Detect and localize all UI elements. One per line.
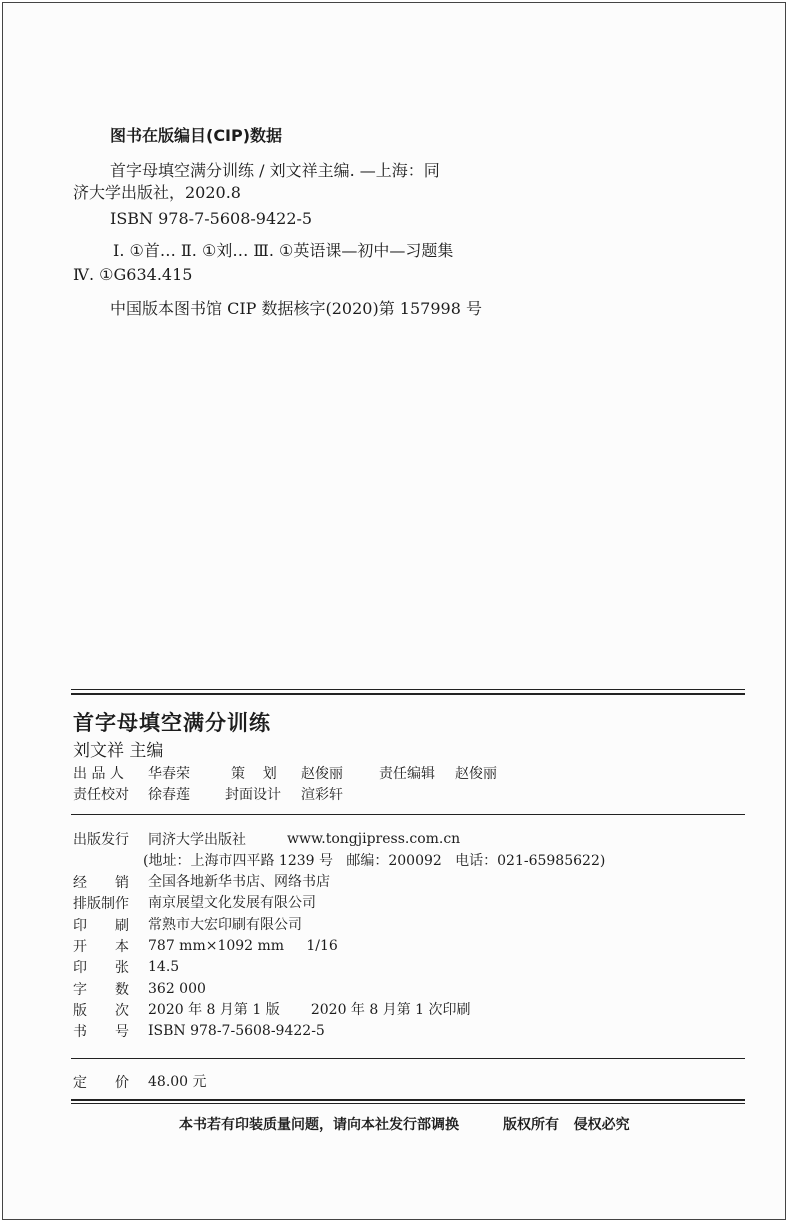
copyright-page <box>2 2 786 1220</box>
publishing-row-label: 字数 <box>73 982 129 998</box>
price-value: 48.00 元 <box>148 1074 207 1090</box>
planner-name: 赵俊丽 <box>301 766 343 782</box>
cip-line-5: Ⅳ. ①G634.415 <box>73 265 193 284</box>
publishing-row-label: 经销 <box>73 875 129 891</box>
editor-name: 赵俊丽 <box>455 766 497 782</box>
cip-line-4: Ⅰ. ①首… Ⅱ. ①刘… Ⅲ. ①英语课—初中—习题集 <box>113 241 454 260</box>
publishing-row-value: 14.5 <box>148 959 180 975</box>
publishing-row-value: 787 mm×1092 mm 1/16 <box>148 938 338 954</box>
divider-bottom-2 <box>71 1103 745 1104</box>
publishing-row-label: 版次 <box>73 1003 129 1019</box>
divider-top-1 <box>71 689 745 690</box>
editor-label: 责任编辑 <box>379 766 435 782</box>
publishing-row-label: 印张 <box>73 960 129 976</box>
publishing-row-value: 全国各地新华书店、网络书店 <box>148 874 330 890</box>
quality-notice: 本书若有印装质量问题，请向本社发行部调换 <box>179 1117 459 1133</box>
publishing-row-value: 南京展望文化发展有限公司 <box>148 895 316 911</box>
divider-mid <box>71 814 745 815</box>
cover-name: 渲彩轩 <box>301 787 343 803</box>
divider-bottom-1 <box>71 1099 745 1101</box>
divider-price <box>71 1058 745 1059</box>
cip-heading: 图书在版编目(CIP)数据 <box>110 126 283 145</box>
publishing-row-label: 开本 <box>73 939 129 955</box>
cover-label: 封面设计 <box>225 787 281 803</box>
publisher-website: www.tongjipress.com.cn <box>287 831 461 847</box>
publishing-row-value: 362 000 <box>148 981 206 997</box>
publishing-row-value: 2020 年 8 月第 1 版 2020 年 8 月第 1 次印刷 <box>148 1002 471 1018</box>
producer-label: 出 品 人 <box>73 766 124 782</box>
publisher-name: 同济大学出版社 <box>148 832 246 848</box>
book-title: 首字母填空满分训练 <box>73 711 271 735</box>
proof-label: 责任校对 <box>73 787 129 803</box>
planner-label: 策 划 <box>231 766 277 782</box>
cip-line-2: 济大学出版社，2020.8 <box>73 183 241 202</box>
publishing-row-label: 排版制作 <box>73 896 129 912</box>
cip-line-1: 首字母填空满分训练 / 刘文祥主编. —上海：同 <box>110 161 440 180</box>
publishing-row-value: ISBN 978-7-5608-9422-5 <box>148 1023 325 1039</box>
price-label: 定价 <box>73 1075 129 1091</box>
book-editor: 刘文祥 主编 <box>73 741 164 761</box>
publisher-address: (地址：上海市四平路 1239 号 邮编：200092 电话：021-65985622) <box>143 853 606 869</box>
publisher-label: 出版发行 <box>73 832 129 848</box>
rights-notice: 版权所有 侵权必究 <box>503 1117 630 1133</box>
producer-name: 华春荣 <box>148 766 190 782</box>
cip-number: 中国版本图书馆 CIP 数据核字(2020)第 157998 号 <box>110 299 482 318</box>
publishing-row-label: 印刷 <box>73 918 129 934</box>
cip-isbn: ISBN 978-7-5608-9422-5 <box>110 209 313 228</box>
publishing-row-label: 书号 <box>73 1024 129 1040</box>
proof-name: 徐春莲 <box>148 787 190 803</box>
divider-top-2 <box>71 693 745 695</box>
publishing-row-value: 常熟市大宏印刷有限公司 <box>148 917 302 933</box>
